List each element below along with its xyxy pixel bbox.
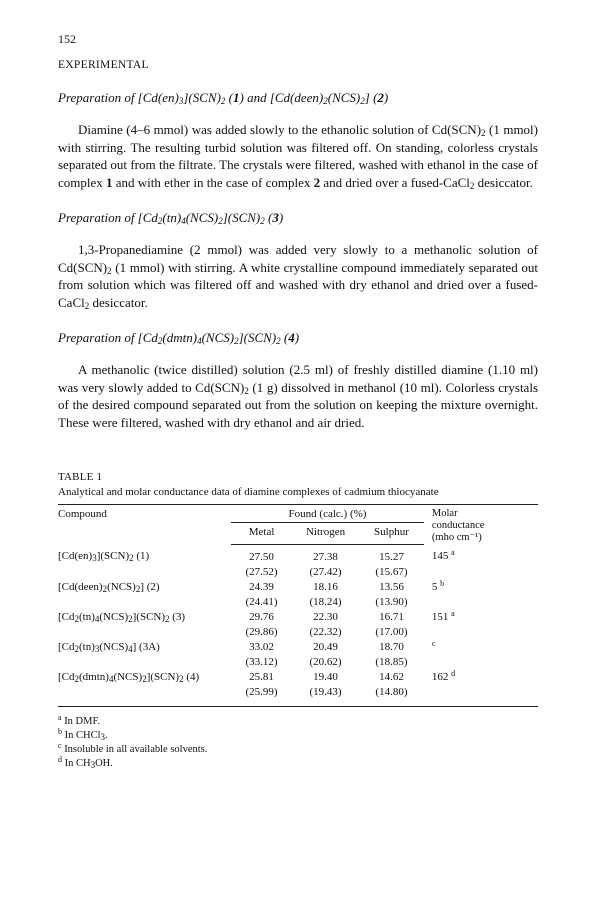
table-row-calc — [58, 596, 538, 611]
section-paragraph: Diamine (4–6 mmol) was added slowly to the ethanolic solution of $Cd(SCN)_2$ (1 mmol) with stirring. The resulting turbid solution was filtered off. On standing, colorless crystals separated out from the filtrate. The crystals were filtered, washed with ethanol in the case of complex 1 and with ether in the case of complex 2 and dried over a fused-CaCl$_2$ desiccator. — [58, 122, 538, 191]
metal-calc-cell: (29.86) — [245, 625, 278, 638]
compound-header: Compound — [58, 505, 231, 545]
section-heading: Preparation of $[Cd_2(tn)_4(NCS)_2](SCN)_2$ (3) — [58, 210, 284, 226]
footnote — [58, 712, 538, 729]
footnote-mark: d — [58, 754, 62, 764]
nitrogen-found-cell: 22.30 — [313, 610, 338, 623]
footnote — [58, 726, 538, 743]
preparation-sections — [58, 89, 538, 431]
sulphur-calc-cell: (13.90) — [375, 595, 408, 608]
table-row-found — [58, 641, 538, 656]
molar-blank-cell — [424, 686, 538, 707]
footnote-mark: b — [440, 578, 445, 588]
nitrogen-calc-cell: (20.62) — [309, 655, 342, 668]
compound-cell: $[Cd_2(tn)_3(NCS)_4]$ (3A) — [58, 640, 160, 654]
table-footnotes — [58, 712, 538, 771]
footnote-text: In $CH_3OH$. — [62, 757, 113, 770]
nitrogen-calc-cell: (19.43) — [292, 686, 359, 707]
compound-cell: $[Cd(en)_3](SCN)_2$ (1) — [58, 550, 150, 563]
sulphur-found-cell: 15.27 — [379, 550, 404, 563]
footnote — [58, 754, 538, 771]
footnote — [58, 740, 538, 757]
footnote-mark: b — [58, 726, 62, 736]
table-body — [58, 544, 538, 706]
table-label: TABLE 1 — [58, 471, 103, 483]
molar-header-line3: (mho cm⁻¹) — [431, 532, 482, 543]
found-header-label: Found (calc.) (%) — [231, 508, 424, 523]
nitrogen-calc-cell: (27.42) — [309, 565, 342, 578]
metal-calc-cell: (25.99) — [231, 686, 292, 707]
nitrogen-found-cell: 20.49 — [313, 640, 338, 653]
molar-header — [424, 505, 538, 545]
footnote-mark: c — [431, 638, 436, 648]
compound-cell: $[Cd_2(dmtn)_4(NCS)_2](SCN)_2$ (4) — [58, 670, 200, 684]
molar-blank-cell — [424, 656, 538, 671]
table-row-found — [58, 581, 538, 596]
metal-calc-cell: (24.41) — [245, 595, 278, 608]
footnote-mark: d — [451, 668, 456, 678]
metal-found-cell: 27.50 — [249, 550, 274, 563]
section-heading: Preparation of $[Cd_2(dmtn)_4(NCS)_2](SCN)_2$ (4) — [58, 330, 300, 346]
table-row-calc — [58, 686, 538, 707]
journal-page — [58, 32, 538, 771]
metal-found-cell: 24.39 — [249, 580, 274, 593]
metal-found-cell: 33.02 — [249, 640, 274, 653]
table-row-found — [58, 544, 538, 566]
molar-blank-cell — [424, 626, 538, 641]
table-row-calc — [58, 656, 538, 671]
table-row-found — [58, 671, 538, 686]
compound-cell: $[Cd(deen)_2(NCS)_2]$ (2) — [58, 580, 160, 594]
molar-conductance-cell: 151 $^a$ — [431, 608, 455, 623]
nitrogen-found-cell: 18.16 — [313, 580, 338, 593]
footnote-text: Insoluble in all available solvents. — [61, 743, 208, 755]
table-row-calc — [58, 626, 538, 641]
section-paragraph: 1,3-Propanediamine (2 mmol) was added very slowly to a methanolic solution of $Cd(SCN)_2$ (1 mmol) with stirring. A white crystalline compound immediately separated out from solution which was filtered off and washed with dry ethanol and dried over a fused-CaCl$_2$ desiccator. — [58, 242, 538, 311]
metal-found-cell: 29.76 — [249, 610, 274, 623]
sulphur-found-cell: 16.71 — [379, 610, 404, 623]
sulphur-found-cell: 13.56 — [379, 580, 404, 593]
nitrogen-header: Nitrogen — [292, 526, 359, 544]
compound-cell: $[Cd_2(tn)_4(NCS)_2](SCN)_2$ (3) — [58, 610, 186, 624]
footnote-mark: a — [451, 548, 455, 557]
compound-blank-cell — [58, 566, 231, 581]
compound-blank-cell — [58, 596, 231, 611]
sulphur-found-cell: 18.70 — [379, 640, 404, 653]
found-header — [231, 505, 424, 526]
section-paragraph: A methanolic (twice distilled) solution (2.5 ml) of freshly distilled diamine (1.10 ml) was very slowly added to $Cd(SCN)_2$ (1 g) dissolved in methanol (10 ml). Colorless crystals of the desired compound separated out from the solution on keeping the mixture overnight. These were filtered, washed with dry ethanol and air dried. — [58, 362, 538, 430]
sulphur-calc-cell: (18.85) — [375, 655, 408, 668]
table-row-found — [58, 611, 538, 626]
page-number: 152 — [58, 32, 76, 46]
metal-calc-cell: (27.52) — [245, 565, 278, 578]
footnote-mark: a — [451, 608, 455, 618]
table-caption: Analytical and molar conductance data of diamine complexes of cadmium thiocyanate — [58, 486, 439, 498]
data-table — [58, 504, 538, 707]
nitrogen-calc-cell: (22.32) — [309, 625, 342, 638]
metal-calc-cell: (33.12) — [245, 655, 278, 668]
molar-conductance-cell: 5 $^b$ — [431, 578, 445, 593]
molar-header-line2: conductance — [431, 520, 485, 531]
nitrogen-found-cell: 19.40 — [313, 670, 338, 683]
footnote-mark: c — [58, 740, 62, 750]
molar-conductance-cell — [424, 638, 538, 656]
nitrogen-calc-cell: (18.24) — [309, 595, 342, 608]
molar-conductance-cell: 162 $^d$ — [431, 668, 456, 683]
sulphur-calc-cell: (14.80) — [359, 686, 424, 707]
table-row-calc — [58, 566, 538, 581]
section-label: EXPERIMENTAL — [58, 59, 149, 71]
sulphur-calc-cell: (17.00) — [375, 625, 408, 638]
metal-found-cell: 25.81 — [249, 670, 274, 683]
compound-blank-cell — [58, 686, 231, 707]
compound-blank-cell — [58, 626, 231, 641]
sulphur-found-cell: 14.62 — [379, 670, 404, 683]
sulphur-calc-cell: (15.67) — [375, 565, 408, 578]
compound-blank-cell — [58, 656, 231, 671]
footnote-text: In CHCl$_3$. — [62, 729, 108, 742]
footnote-text: In DMF. — [61, 715, 101, 727]
section-heading: Preparation of $[Cd(en)_3](SCN)_2$ (1) and $[Cd(deen)_2(NCS)_2]$ (2) — [58, 90, 389, 106]
molar-header-line1: Molar — [431, 508, 458, 519]
footnote-mark: a — [58, 712, 62, 722]
nitrogen-found-cell: 27.38 — [313, 550, 338, 563]
sulphur-header: Sulphur — [359, 526, 424, 544]
molar-blank-cell — [424, 596, 538, 611]
molar-conductance-cell: 145 $^a$ — [431, 548, 455, 562]
metal-header: Metal — [231, 526, 292, 544]
